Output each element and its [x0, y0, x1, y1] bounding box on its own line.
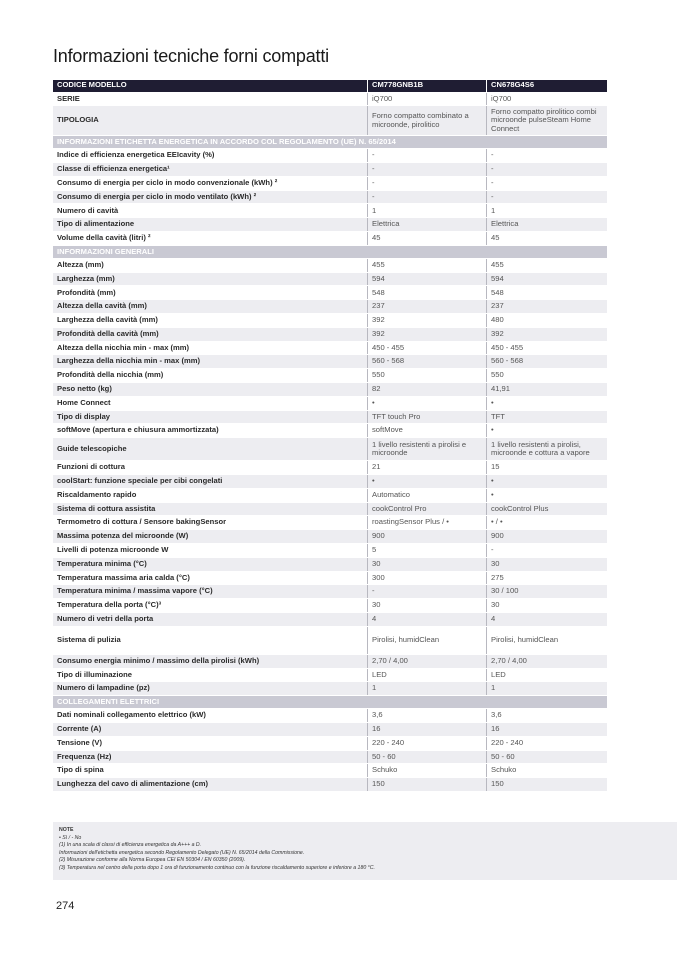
page-number: 274 [56, 900, 75, 912]
value-model-1: 30 [367, 599, 486, 612]
value-model-2: • [486, 397, 607, 410]
spec-label: Numero di vetri della porta [57, 614, 154, 624]
value-model-2: 41,91 [486, 383, 607, 396]
table-row [53, 397, 607, 411]
spec-label: Numero di cavità [57, 205, 119, 215]
section-title: COLLEGAMENTI ELETTRICI [57, 696, 160, 706]
spec-label: Profondità (mm) [57, 287, 116, 297]
spec-label: Profondità della cavità (mm) [57, 328, 159, 338]
value-model-2: 480 [486, 314, 607, 327]
section-title: INFORMAZIONI ETICHETTA ENERGETICA IN ACCORDO COL REGOLAMENTO (UE) N. 65/2014 [57, 136, 396, 146]
spec-label: Consumo di energia per ciclo in modo convenzionale (kWh) ² [57, 177, 278, 187]
value-model-2: 548 [486, 286, 607, 299]
value-model-1: 450 - 455 [367, 342, 486, 355]
spec-label: Peso netto (kg) [57, 384, 112, 394]
spec-label: Tipo di spina [57, 765, 104, 775]
value-model-1: 150 [367, 778, 486, 791]
section-title: INFORMAZIONI GENERALI [57, 246, 155, 256]
value-model-1: - [367, 177, 486, 190]
value-model-2: 550 [486, 369, 607, 382]
value-model-1: 300 [367, 572, 486, 585]
value-model-1: 1 livello resistenti a pirolisi e microonde [367, 438, 486, 460]
value-model-1: 548 [367, 286, 486, 299]
table-row [53, 709, 607, 723]
note-line: • Sì / - No [59, 834, 82, 841]
value-model-1: 1 [367, 682, 486, 695]
value-model-1: • [367, 475, 486, 488]
value-model-2: 1 [486, 682, 607, 695]
spec-label: Temperatura della porta (°C)³ [57, 600, 162, 610]
value-model-1: LED [367, 669, 486, 682]
spec-label: Consumo energia minimo / massimo della pirolisi (kWh) [57, 655, 260, 665]
notes-heading: NOTE [59, 827, 74, 833]
section-header [53, 696, 607, 709]
value-model-2: 150 [486, 778, 607, 791]
table-row [53, 572, 607, 586]
value-model-1: 550 [367, 369, 486, 382]
value-model-2: 4 [486, 613, 607, 626]
value-model-1: - [367, 585, 486, 598]
page-title: Informazioni tecniche forni compatti [53, 46, 329, 66]
value-model-2: 900 [486, 530, 607, 543]
value-model-1: 45 [367, 232, 486, 245]
value-model-2: • [486, 475, 607, 488]
table-row [53, 273, 607, 287]
value-model-1: cookControl Pro [367, 503, 486, 516]
section-header [53, 136, 607, 149]
notes-box [53, 822, 677, 880]
value-model-1: 4 [367, 613, 486, 626]
value-model-2: 45 [486, 232, 607, 245]
value-model-1: softMove [367, 424, 486, 437]
value-model-1: 220 - 240 [367, 737, 486, 750]
value-model-2: TFT [486, 411, 607, 424]
header-model-2: CN678G4S6 [486, 80, 607, 92]
value-model-2: 392 [486, 328, 607, 341]
table-row [53, 328, 607, 342]
value-model-1: Elettrica [367, 218, 486, 231]
spec-label: Tipo di display [57, 411, 111, 421]
value-model-1: 21 [367, 461, 486, 474]
table-row [53, 764, 607, 778]
table-row [53, 259, 607, 273]
value-model-1: 392 [367, 314, 486, 327]
spec-label: Guide telescopiche [57, 443, 127, 453]
spec-label: Massima potenza del microonde (W) [57, 531, 189, 541]
value-model-1: 5 [367, 544, 486, 557]
value-model-2: 237 [486, 300, 607, 313]
spec-label: Funzioni di cottura [57, 462, 125, 472]
spec-label: Temperatura massima aria calda (°C) [57, 572, 190, 582]
table-row [53, 438, 607, 461]
table-row [53, 411, 607, 425]
value-model-1: • [367, 397, 486, 410]
spec-label: Livelli di potenza microonde W [57, 545, 169, 555]
spec-label: Lunghezza del cavo di alimentazione (cm) [57, 779, 209, 789]
value-model-2: • [486, 489, 607, 502]
spec-label: Altezza (mm) [57, 259, 104, 269]
spec-label: Volume della cavità (litri) ² [57, 233, 151, 243]
spec-label: Consumo di energia per ciclo in modo ventilato (kWh) ² [57, 191, 257, 201]
table-row [53, 516, 607, 530]
value-model-1: - [367, 191, 486, 204]
value-model-1: - [367, 149, 486, 162]
table-row [53, 585, 607, 599]
table-row [53, 204, 607, 218]
table-header [53, 80, 607, 93]
table-row [53, 149, 607, 163]
spec-label: SERIE [57, 93, 80, 103]
spec-label: Larghezza della cavità (mm) [57, 315, 158, 325]
note-line: (1) In una scala di classi di efficienza energetica da A+++ a D. [59, 842, 202, 849]
table-row [53, 558, 607, 572]
table-row [53, 342, 607, 356]
value-model-2: Elettrica [486, 218, 607, 231]
table-row [53, 503, 607, 517]
value-model-2: • / • [486, 516, 607, 529]
value-model-1: 16 [367, 723, 486, 736]
header-model-1: CM778GNB1B [367, 80, 486, 92]
spec-table [53, 80, 607, 792]
table-row [53, 627, 607, 655]
value-model-1: 50 - 60 [367, 751, 486, 764]
table-row [53, 669, 607, 683]
table-row [53, 544, 607, 558]
value-model-2: 275 [486, 572, 607, 585]
spec-label: Altezza della cavità (mm) [57, 301, 147, 311]
table-row [53, 191, 607, 205]
value-model-1: 2,70 / 4,00 [367, 655, 486, 668]
spec-label: Corrente (A) [57, 724, 102, 734]
value-model-1: - [367, 163, 486, 176]
spec-label: Classe di efficienza energetica¹ [57, 164, 170, 174]
table-row [53, 489, 607, 503]
table-row [53, 93, 607, 107]
table-row [53, 163, 607, 177]
spec-label: Tensione (V) [57, 737, 103, 747]
value-model-2: - [486, 163, 607, 176]
spec-label: Home Connect [57, 397, 111, 407]
spec-label: Frequenza (Hz) [57, 751, 112, 761]
table-row [53, 369, 607, 383]
value-model-1: 594 [367, 273, 486, 286]
table-row [53, 475, 607, 489]
table-row [53, 599, 607, 613]
table-row [53, 232, 607, 246]
table-row [53, 751, 607, 765]
table-row [53, 314, 607, 328]
value-model-2: 15 [486, 461, 607, 474]
value-model-2: 30 / 100 [486, 585, 607, 598]
spec-label: Profondità della nicchia (mm) [57, 370, 164, 380]
value-model-1: iQ700 [367, 93, 486, 106]
spec-label: coolStart: funzione speciale per cibi congelati [57, 476, 223, 486]
spec-label: softMove (apertura e chiusura ammortizzata) [57, 425, 219, 435]
value-model-2: 2,70 / 4,00 [486, 655, 607, 668]
value-model-2: Pirolisi, humidClean [486, 627, 607, 654]
spec-label: Numero di lampadine (pz) [57, 683, 150, 693]
table-row [53, 682, 607, 696]
value-model-1: 82 [367, 383, 486, 396]
header-label: CODICE MODELLO [57, 80, 127, 90]
value-model-2: cookControl Plus [486, 503, 607, 516]
table-row [53, 218, 607, 232]
value-model-2: - [486, 149, 607, 162]
spec-label: Tipo di alimentazione [57, 219, 135, 229]
value-model-2: - [486, 544, 607, 557]
value-model-2: Schuko [486, 764, 607, 777]
value-model-2: 220 - 240 [486, 737, 607, 750]
value-model-2: 594 [486, 273, 607, 286]
value-model-1: 30 [367, 558, 486, 571]
table-row [53, 530, 607, 544]
spec-label: Riscaldamento rapido [57, 489, 137, 499]
value-model-2: • [486, 424, 607, 437]
value-model-2: 3,6 [486, 709, 607, 722]
table-row [53, 613, 607, 627]
value-model-2: LED [486, 669, 607, 682]
value-model-1: 237 [367, 300, 486, 313]
note-line: (2) Misurazione conforme alla Norma Europea CEI EN 50304 / EN 60350 (2009). [59, 857, 246, 864]
value-model-2: 16 [486, 723, 607, 736]
value-model-2: - [486, 191, 607, 204]
value-model-2: 560 - 568 [486, 355, 607, 368]
spec-label: TIPOLOGIA [57, 115, 99, 125]
value-model-2: - [486, 177, 607, 190]
spec-label: Indice di efficienza energetica EEIcavity (%) [57, 150, 215, 160]
table-row [53, 461, 607, 475]
table-row [53, 778, 607, 792]
table-row [53, 723, 607, 737]
value-model-2: 450 - 455 [486, 342, 607, 355]
value-model-2: 50 - 60 [486, 751, 607, 764]
value-model-1: Schuko [367, 764, 486, 777]
value-model-1: 1 [367, 204, 486, 217]
spec-label: Tipo di illuminazione [57, 669, 132, 679]
table-row [53, 424, 607, 438]
value-model-2: 455 [486, 259, 607, 272]
value-model-2: iQ700 [486, 93, 607, 106]
value-model-1: 455 [367, 259, 486, 272]
value-model-1: 560 - 568 [367, 355, 486, 368]
value-model-1: 900 [367, 530, 486, 543]
note-line: Informazioni dell'etichetta energetica secondo Regolamento Delegato (UE) N. 65/2014 della Commissione. [59, 849, 305, 856]
section-header [53, 246, 607, 259]
value-model-2: 1 [486, 204, 607, 217]
table-row [53, 737, 607, 751]
value-model-1: roastingSensor Plus / • [367, 516, 486, 529]
value-model-2: 30 [486, 599, 607, 612]
spec-label: Termometro di cottura / Sensore bakingSensor [57, 517, 227, 527]
value-model-1: Pirolisi, humidClean [367, 627, 486, 654]
spec-label: Larghezza (mm) [57, 273, 115, 283]
value-model-1: Automatico [367, 489, 486, 502]
table-row [53, 106, 607, 136]
spec-label: Sistema di pulizia [57, 634, 121, 644]
table-row [53, 300, 607, 314]
note-line: (3) Temperatura nel centro della porta dopo 1 ora di funzionamento continuo con la funzione riscaldamento superiore e inferiore a 180 °C. [59, 864, 375, 871]
value-model-1: Forno compatto combinato a microonde, pirolitico [367, 106, 486, 135]
value-model-2: 1 livello resistenti a pirolisi, microonde e cottura a vapore [486, 438, 607, 460]
spec-label: Altezza della nicchia min - max (mm) [57, 342, 190, 352]
spec-label: Temperatura minima (°C) [57, 558, 147, 568]
spec-label: Temperatura minima / massima vapore (°C) [57, 586, 213, 596]
table-row [53, 383, 607, 397]
table-row [53, 355, 607, 369]
value-model-1: TFT touch Pro [367, 411, 486, 424]
value-model-2: 30 [486, 558, 607, 571]
value-model-2: Forno compatto pirolitico combi microonde pulseSteam Home Connect [486, 106, 607, 135]
spec-label: Sistema di cottura assistita [57, 503, 156, 513]
table-row [53, 286, 607, 300]
table-row [53, 655, 607, 669]
spec-label: Larghezza della nicchia min - max (mm) [57, 356, 201, 366]
spec-label: Dati nominali collegamento elettrico (kW) [57, 710, 206, 720]
value-model-1: 392 [367, 328, 486, 341]
table-row [53, 177, 607, 191]
value-model-1: 3,6 [367, 709, 486, 722]
